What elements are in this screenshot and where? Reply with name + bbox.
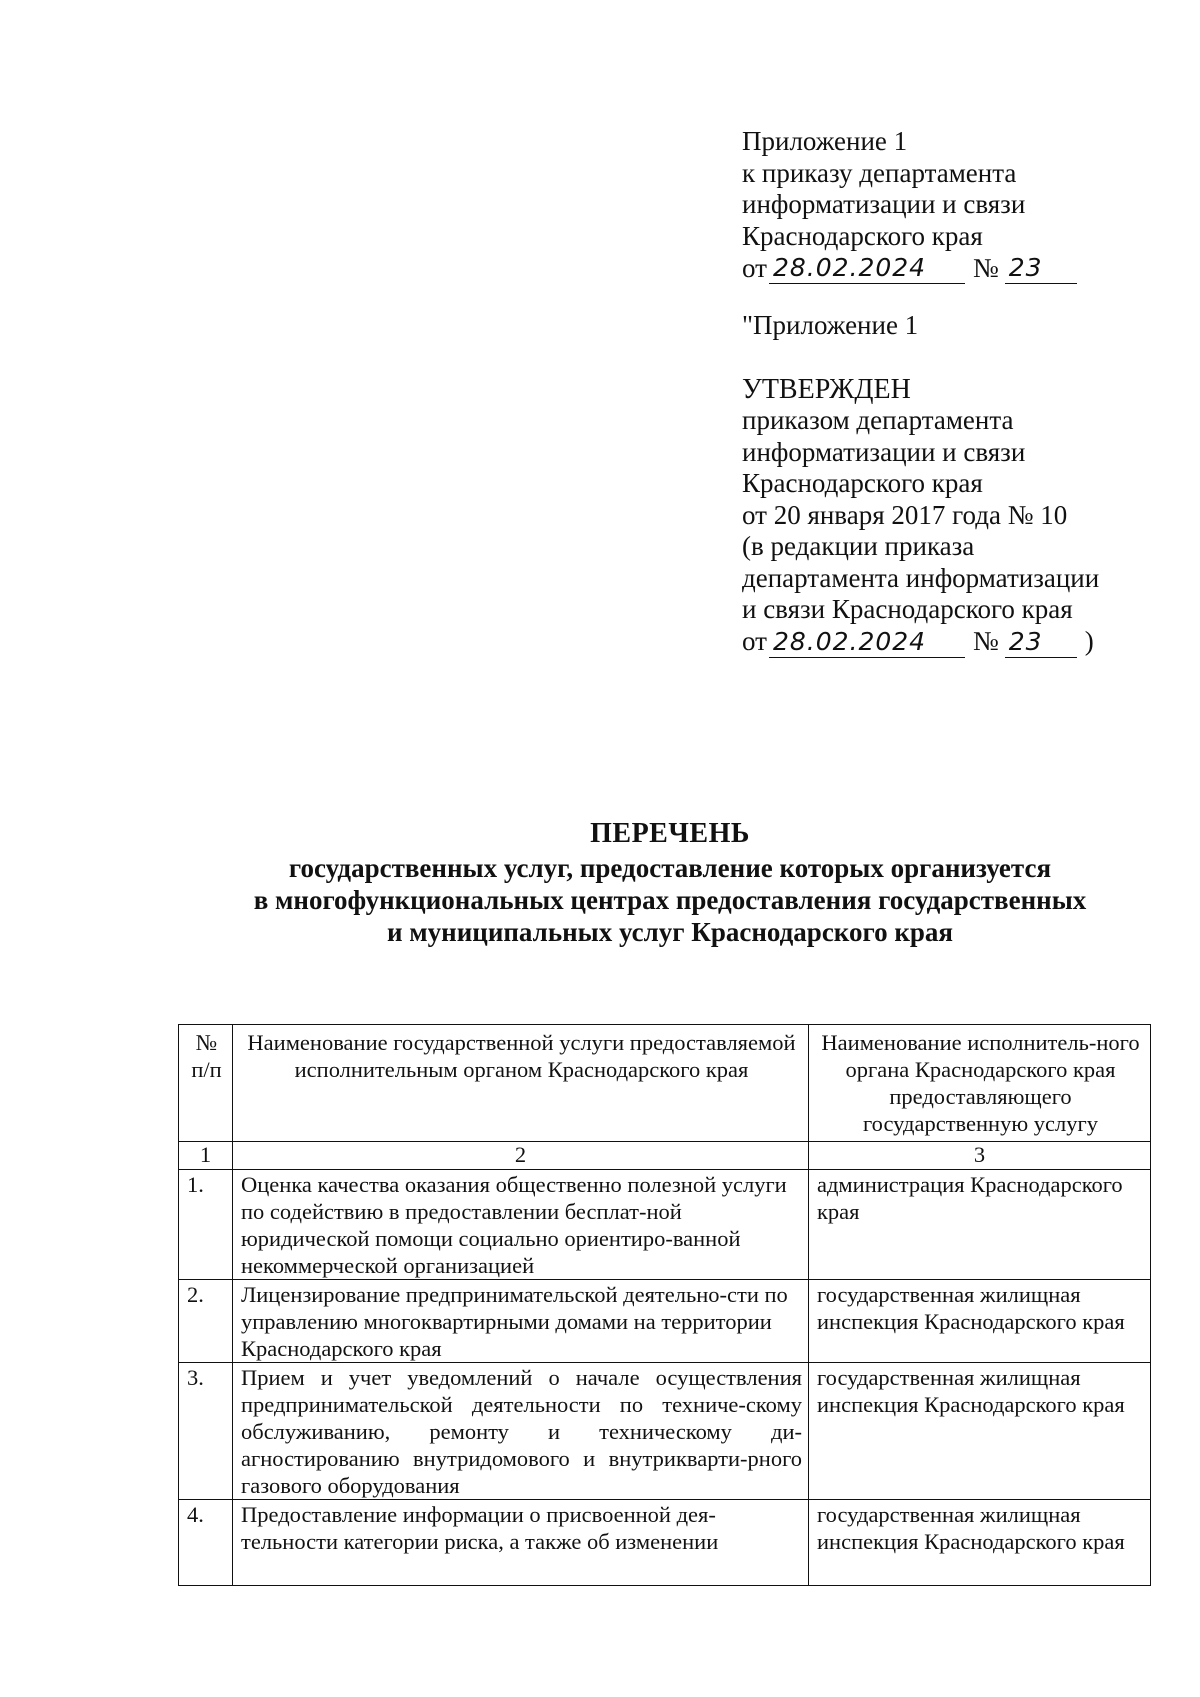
row-service: Прием и учет уведомлений о начале осуществления предпринимательской деятельности по техниче-скому обслуживанию, ремонту и техническому ди-агностированию внутридомового и внутрикварти-рного газового оборудования	[233, 1363, 809, 1500]
row-agency: государственная жилищная инспекция Краснодарского края	[809, 1500, 1151, 1586]
header-number: № п/п	[179, 1025, 233, 1142]
approved-line: информатизации и связи	[742, 436, 1026, 467]
table-row	[179, 1170, 1151, 1280]
title-main: ПЕРЕЧЕНЬ	[590, 818, 750, 849]
row-agency: государственная жилищная инспекция Краснодарского края	[809, 1363, 1151, 1500]
row-number: 4.	[179, 1500, 233, 1586]
row-service: Оценка качества оказания общественно полезной услуги по содействию в предоставлении бесплат-ной юридической помощи социально ориентиро-ванной некоммерческой организацией	[233, 1170, 809, 1280]
approved-line: департамента информатизации	[742, 562, 1100, 593]
document-title	[140, 818, 1200, 948]
row-agency: государственная жилищная инспекция Краснодарского края	[809, 1280, 1151, 1363]
column-number: 3	[809, 1142, 1151, 1170]
column-number: 2	[233, 1142, 809, 1170]
closing-parenthesis: )	[1084, 626, 1094, 656]
handwritten-number: 23	[1005, 253, 1077, 284]
table-header-row	[179, 1025, 1151, 1142]
approved-line: и связи Краснодарского края	[742, 594, 1073, 624]
appendix-date-row	[742, 252, 1162, 284]
appendix-block	[742, 126, 1162, 658]
header-service: Наименование государственной услуги предоставляемой исполнительным органом Краснодарского края	[233, 1025, 809, 1142]
approved-title: УТВЕРЖДЕН	[742, 373, 911, 405]
handwritten-number: 23	[1005, 627, 1077, 658]
approved-line: Краснодарского края	[742, 468, 983, 498]
approved-line: от 20 января 2017 года № 10	[742, 499, 1068, 530]
table-row	[179, 1280, 1151, 1363]
header-agency: Наименование исполнитель-ного органа Краснодарского края предоставляющего государственную услугу	[809, 1025, 1151, 1142]
handwritten-date: 28.02.2024	[769, 627, 965, 658]
date-prefix: от	[742, 252, 767, 283]
column-number-row	[179, 1142, 1151, 1170]
title-line: государственных услуг, предоставление которых организуется	[288, 853, 1052, 883]
table-row	[179, 1363, 1151, 1500]
row-service: Лицензирование предпринимательской деятельно-сти по управлению многоквартирными домами на территории Краснодарского края	[233, 1280, 809, 1363]
quoted-appendix-label: "Приложение 1	[742, 310, 919, 340]
approved-date-row	[742, 626, 1162, 658]
appendix-line: к приказу департамента	[742, 157, 1017, 188]
title-line: в многофункциональных центрах предоставления государственных	[253, 885, 1087, 915]
appendix-line: Краснодарского края	[742, 220, 983, 251]
column-number: 1	[179, 1142, 233, 1170]
appendix-line: Приложение 1	[742, 126, 908, 156]
title-line: и муниципальных услуг Краснодарского края	[386, 917, 954, 947]
table-row	[179, 1500, 1151, 1586]
row-number: 1.	[179, 1170, 233, 1280]
number-sign: №	[972, 626, 999, 656]
approved-line: (в редакции приказа	[742, 531, 975, 561]
row-number: 2.	[179, 1280, 233, 1363]
appendix-line: информатизации и связи	[742, 189, 1026, 219]
approved-line: приказом департамента	[742, 405, 1014, 435]
handwritten-date: 28.02.2024	[769, 253, 965, 284]
number-sign: №	[972, 252, 999, 283]
row-service: Предоставление информации о присвоенной дея-тельности категории риска, а также об изменении	[233, 1500, 809, 1586]
row-agency: администрация Краснодарского края	[809, 1170, 1151, 1280]
row-number: 3.	[179, 1363, 233, 1500]
services-table	[178, 1024, 1151, 1586]
date-prefix: от	[742, 626, 767, 656]
